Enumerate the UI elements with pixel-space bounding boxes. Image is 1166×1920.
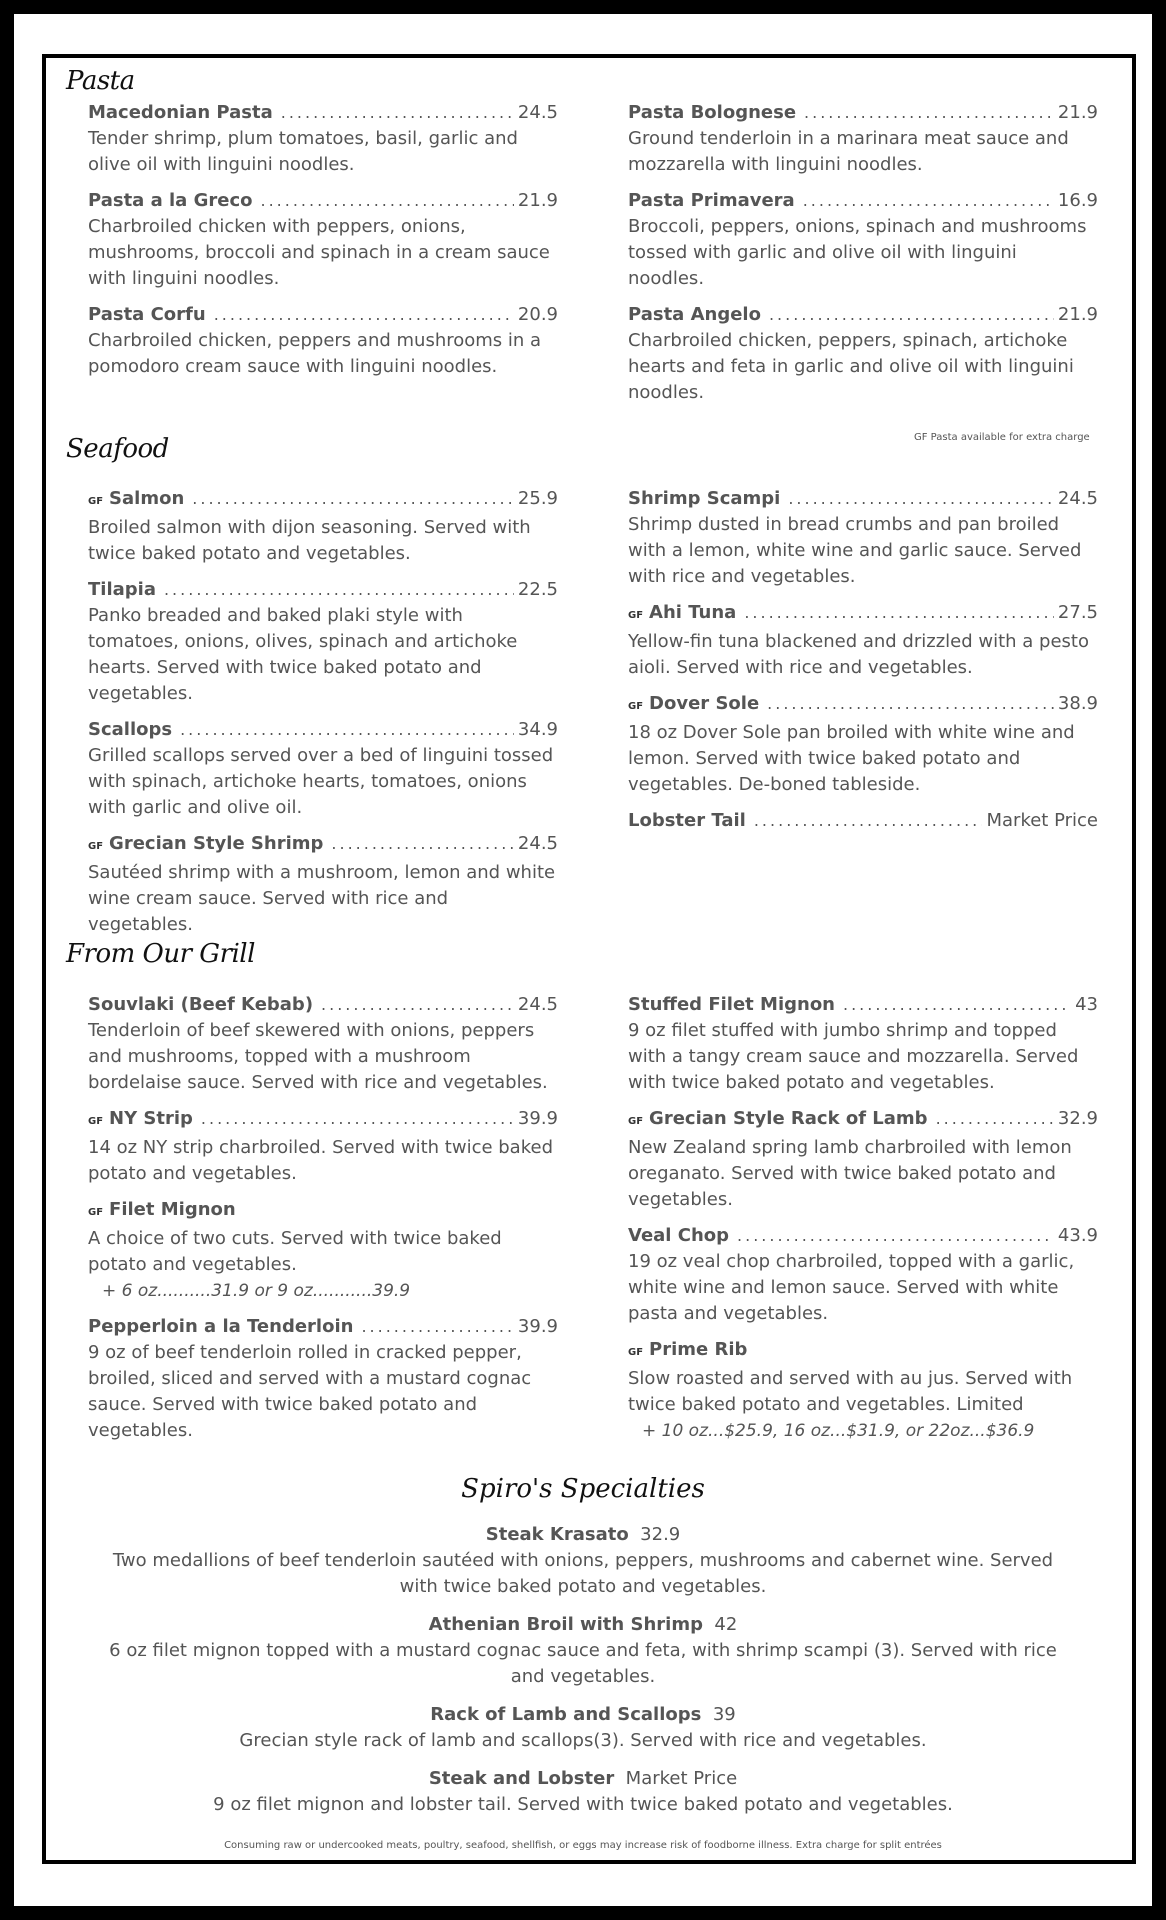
dot-leader bbox=[321, 992, 514, 1018]
item-description: 19 oz veal chop charbroiled, topped with a garlic, white wine and lemon sauce. Served with white pasta and vegetables. bbox=[628, 1251, 1075, 1324]
footer-disclaimer: Consuming raw or undercooked meats, poultry, seafood, shellfish, or eggs may increase risk of foodborne illness. Extra charge for split entrées bbox=[224, 1840, 942, 1851]
seafood-right-column bbox=[628, 486, 1098, 844]
item-name: Ahi Tuna bbox=[649, 602, 737, 623]
dot-leader bbox=[260, 188, 513, 214]
item-name: Macedonian Pasta bbox=[88, 102, 273, 123]
gf-badge: GF bbox=[628, 1347, 644, 1358]
menu-item bbox=[88, 486, 558, 567]
gf-pasta-note: GF Pasta available for extra charge bbox=[914, 432, 1090, 443]
item-price: 25.9 bbox=[517, 488, 558, 509]
item-price: 24.5 bbox=[517, 833, 558, 854]
specialty-price: 32.9 bbox=[640, 1524, 681, 1545]
item-name: NY Strip bbox=[109, 1108, 193, 1129]
item-description: Sautéed shrimp with a mushroom, lemon and white wine cream sauce. Served with rice and vegetables. bbox=[88, 862, 556, 935]
item-name: Pasta a la Greco bbox=[88, 190, 253, 211]
gf-badge: GF bbox=[88, 496, 104, 507]
specialty-item bbox=[94, 1612, 1072, 1690]
item-name: Lobster Tail bbox=[628, 810, 746, 831]
grill-right-column bbox=[628, 992, 1098, 1454]
item-name: Pepperloin a la Tenderloin bbox=[88, 1316, 354, 1337]
item-description: Panko breaded and baked plaki style with tomatoes, onions, olives, spinach and artichoke hearts. Served with twice baked potato and vegetables. bbox=[88, 605, 518, 704]
menu-item bbox=[88, 831, 558, 938]
item-price: 39.9 bbox=[517, 1316, 558, 1337]
item-name: Prime Rib bbox=[649, 1339, 748, 1360]
gf-badge: GF bbox=[88, 1207, 104, 1218]
gf-badge: GF bbox=[88, 841, 104, 852]
item-name: Pasta Bolognese bbox=[628, 102, 797, 123]
dot-leader bbox=[936, 1106, 1054, 1132]
section-title-pasta: Pasta bbox=[66, 66, 135, 96]
dot-leader bbox=[180, 717, 514, 743]
item-price: 27.5 bbox=[1057, 602, 1098, 623]
menu-item bbox=[88, 188, 558, 292]
item-name: Salmon bbox=[109, 488, 185, 509]
item-description: 9 oz filet stuffed with jumbo shrimp and topped with a tangy cream sauce and mozzarella. Served with twice baked potato and vegetables. bbox=[628, 1020, 1079, 1093]
menu-item bbox=[628, 1223, 1098, 1327]
menu-item bbox=[88, 1197, 558, 1304]
gf-badge: GF bbox=[628, 701, 644, 712]
menu-item bbox=[88, 100, 558, 178]
item-price: 38.9 bbox=[1057, 693, 1098, 714]
menu-item bbox=[88, 302, 558, 380]
item-name: Grecian Style Rack of Lamb bbox=[649, 1108, 928, 1129]
specialty-item bbox=[94, 1766, 1072, 1818]
specialty-description: Grecian style rack of lamb and scallops(3). Served with rice and vegetables. bbox=[239, 1730, 927, 1751]
section-title-grill: From Our Grill bbox=[66, 939, 255, 969]
dot-leader bbox=[164, 577, 514, 603]
dot-leader bbox=[754, 808, 983, 834]
item-price: 21.9 bbox=[1057, 102, 1098, 123]
seafood-left-column bbox=[88, 486, 558, 948]
item-description: Yellow-fin tuna blackened and drizzled with a pesto aioli. Served with rice and vegetables. bbox=[628, 631, 1089, 678]
specialty-price: 42 bbox=[714, 1614, 738, 1635]
item-description: Grilled scallops served over a bed of linguini tossed with spinach, artichoke hearts, tomatoes, onions with garlic and olive oil. bbox=[88, 745, 554, 818]
specialty-name: Rack of Lamb and Scallops bbox=[430, 1704, 702, 1725]
item-price: 24.5 bbox=[517, 994, 558, 1015]
item-price: 16.9 bbox=[1057, 190, 1098, 211]
specialty-price: 39 bbox=[712, 1704, 736, 1725]
section-title-specialties: Spiro's Specialties bbox=[461, 1474, 705, 1504]
item-name: Dover Sole bbox=[649, 693, 760, 714]
grill-left-column bbox=[88, 992, 558, 1454]
dot-leader bbox=[281, 100, 514, 126]
item-name: Shrimp Scampi bbox=[628, 488, 781, 509]
dot-leader bbox=[744, 600, 1054, 626]
menu-item bbox=[628, 992, 1098, 1096]
dot-leader bbox=[803, 188, 1054, 214]
specialty-description: Two medallions of beef tenderloin sautéed with onions, peppers, mushrooms and cabernet wine. Served with twice baked potato and vegetables. bbox=[112, 1550, 1054, 1597]
menu-item bbox=[628, 808, 1098, 834]
menu-item bbox=[628, 691, 1098, 798]
dot-leader bbox=[767, 691, 1054, 717]
item-size-options: + 6 oz..........31.9 or 9 oz...........39.9 bbox=[102, 1281, 411, 1301]
item-description: Broccoli, peppers, onions, spinach and mushrooms tossed with garlic and olive oil with linguini noodles. bbox=[628, 216, 1087, 289]
item-price: 24.5 bbox=[517, 102, 558, 123]
pasta-right-column bbox=[628, 100, 1098, 416]
item-description: A choice of two cuts. Served with twice baked potato and vegetables. bbox=[88, 1228, 502, 1275]
item-price: 21.9 bbox=[1057, 304, 1098, 325]
item-description: Tenderloin of beef skewered with onions, peppers and mushrooms, topped with a mushroom bordelaise sauce. Served with rice and vegetables. bbox=[88, 1020, 548, 1093]
item-price: 32.9 bbox=[1057, 1108, 1098, 1129]
item-name: Tilapia bbox=[88, 579, 156, 600]
item-description: 9 oz of beef tenderloin rolled in cracked pepper, broiled, sliced and served with a mustard cognac sauce. Served with twice baked potato and vegetables. bbox=[88, 1342, 532, 1441]
dot-leader bbox=[737, 1223, 1054, 1249]
item-name: Scallops bbox=[88, 719, 173, 740]
dot-leader bbox=[201, 1106, 514, 1132]
item-price: 34.9 bbox=[517, 719, 558, 740]
item-description: Charbroiled chicken, peppers and mushrooms in a pomodoro cream sauce with linguini noodles. bbox=[88, 330, 542, 377]
menu-item bbox=[628, 600, 1098, 681]
specialty-name: Steak Krasato bbox=[485, 1524, 629, 1545]
menu-item bbox=[88, 992, 558, 1096]
item-size-options: + 10 oz...$25.9, 16 oz...$31.9, or 22oz...$36.9 bbox=[642, 1421, 1035, 1441]
item-description: Tender shrimp, plum tomatoes, basil, garlic and olive oil with linguini noodles. bbox=[88, 128, 518, 175]
menu-item bbox=[628, 188, 1098, 292]
item-name: Stuffed Filet Mignon bbox=[628, 994, 835, 1015]
item-description: Slow roasted and served with au jus. Served with twice baked potato and vegetables. Limited bbox=[628, 1368, 1073, 1415]
item-name: Filet Mignon bbox=[109, 1199, 236, 1220]
menu-item bbox=[628, 100, 1098, 178]
item-name: Pasta Primavera bbox=[628, 190, 795, 211]
dot-leader bbox=[192, 486, 514, 512]
item-price: 21.9 bbox=[517, 190, 558, 211]
menu-item bbox=[628, 1337, 1098, 1444]
item-price: 20.9 bbox=[517, 304, 558, 325]
gf-badge: GF bbox=[628, 1116, 644, 1127]
specialty-item bbox=[94, 1702, 1072, 1754]
item-name: Pasta Angelo bbox=[628, 304, 761, 325]
pasta-left-column bbox=[88, 100, 558, 390]
item-description: 18 oz Dover Sole pan broiled with white wine and lemon. Served with twice baked potato and vegetables. De-boned tableside. bbox=[628, 722, 1075, 795]
item-description: 14 oz NY strip charbroiled. Served with twice baked potato and vegetables. bbox=[88, 1137, 553, 1184]
item-description: Broiled salmon with dijon seasoning. Served with twice baked potato and vegetables. bbox=[88, 517, 531, 564]
dot-leader bbox=[361, 1314, 513, 1340]
item-name: Grecian Style Shrimp bbox=[109, 833, 324, 854]
item-price: 39.9 bbox=[517, 1108, 558, 1129]
dot-leader bbox=[214, 302, 514, 328]
menu-page bbox=[14, 14, 1152, 1906]
item-description: Charbroiled chicken, peppers, spinach, artichoke hearts and feta in garlic and olive oil with linguini noodles. bbox=[628, 330, 1074, 403]
item-price: 43.9 bbox=[1057, 1225, 1098, 1246]
item-price: 24.5 bbox=[1057, 488, 1098, 509]
specialty-description: 9 oz filet mignon and lobster tail. Served with twice baked potato and vegetables. bbox=[213, 1794, 953, 1815]
dot-leader bbox=[843, 992, 1071, 1018]
dot-leader bbox=[331, 831, 514, 857]
item-name: Veal Chop bbox=[628, 1225, 730, 1246]
item-description: New Zealand spring lamb charbroiled with lemon oreganato. Served with twice baked potato and vegetables. bbox=[628, 1137, 1072, 1210]
menu-item bbox=[88, 717, 558, 821]
section-title-seafood: Seafood bbox=[66, 434, 169, 464]
menu-item bbox=[628, 486, 1098, 590]
item-description: Ground tenderloin in a marinara meat sauce and mozzarella with linguini noodles. bbox=[628, 128, 1069, 175]
dot-leader bbox=[788, 486, 1054, 512]
menu-item bbox=[88, 1106, 558, 1187]
dot-leader bbox=[769, 302, 1054, 328]
dot-leader bbox=[804, 100, 1054, 126]
menu-item bbox=[88, 577, 558, 707]
specialty-name: Steak and Lobster bbox=[428, 1768, 615, 1789]
item-description: Shrimp dusted in bread crumbs and pan broiled with a lemon, white wine and garlic sauce. Served with rice and vegetables. bbox=[628, 514, 1082, 587]
gf-badge: GF bbox=[88, 1116, 104, 1127]
item-name: Pasta Corfu bbox=[88, 304, 206, 325]
specialty-description: 6 oz filet mignon topped with a mustard cognac sauce and feta, with shrimp scampi (3). Served with rice and vegetables. bbox=[109, 1640, 1057, 1687]
menu-item bbox=[628, 302, 1098, 406]
item-price: Market Price bbox=[986, 810, 1098, 831]
specialty-name: Athenian Broil with Shrimp bbox=[428, 1614, 703, 1635]
item-description: Charbroiled chicken with peppers, onions, mushrooms, broccoli and spinach in a cream sauce with linguini noodles. bbox=[88, 216, 550, 289]
specialty-price: Market Price bbox=[625, 1768, 738, 1789]
menu-item bbox=[88, 1314, 558, 1444]
item-name: Souvlaki (Beef Kebab) bbox=[88, 994, 314, 1015]
item-price: 43 bbox=[1075, 994, 1098, 1015]
menu-item bbox=[628, 1106, 1098, 1213]
specialty-item bbox=[94, 1522, 1072, 1600]
item-price: 22.5 bbox=[517, 579, 558, 600]
gf-badge: GF bbox=[628, 610, 644, 621]
